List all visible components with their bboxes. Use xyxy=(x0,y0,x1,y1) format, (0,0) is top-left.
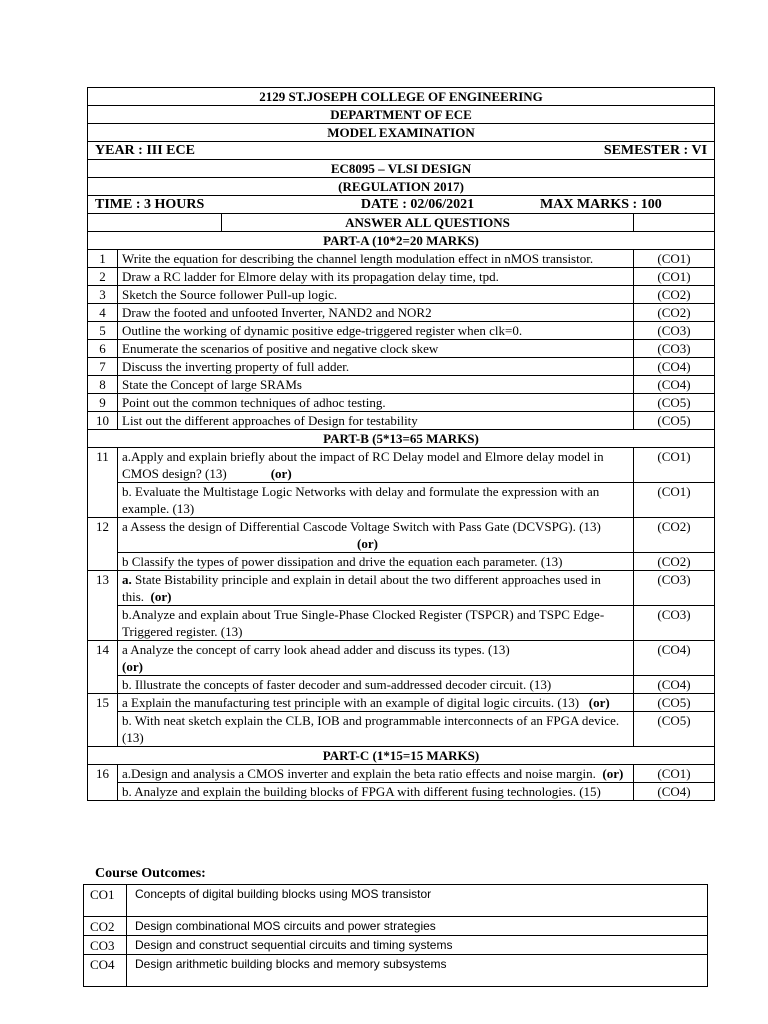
or-label: (or) xyxy=(357,536,378,551)
or-label: (or) xyxy=(270,466,292,481)
table-row xyxy=(88,412,715,430)
table-row xyxy=(88,571,715,606)
question-number: 8 xyxy=(88,376,118,394)
header-row-time xyxy=(88,196,715,214)
table-row xyxy=(88,358,715,376)
question-text: b. Evaluate the Multistage Logic Networks with delay and formulate the expression with an example. (13) xyxy=(118,483,634,518)
course-outcome: (CO1) xyxy=(634,268,715,286)
course-title: EC8095 – VLSI DESIGN xyxy=(88,160,715,178)
question-text: Enumerate the scenarios of positive and negative clock skew xyxy=(118,340,634,358)
question-text: a. State Bistability principle and explain in detail about the two different approaches used in this. (or) xyxy=(118,571,634,606)
table-row xyxy=(84,936,708,955)
outcome-description: Design arithmetic building blocks and memory subsystems xyxy=(127,955,708,987)
question-number: 12 xyxy=(88,518,118,571)
or-label: (or) xyxy=(122,659,143,674)
table-row xyxy=(88,765,715,783)
course-outcome: (CO5) xyxy=(634,394,715,412)
question-number: 13 xyxy=(88,571,118,641)
question-paper-table xyxy=(87,87,715,801)
part-a-title: PART-A (10*2=20 MARKS) xyxy=(88,232,715,250)
header-row-course xyxy=(88,160,715,178)
question-number: 14 xyxy=(88,641,118,694)
table-row xyxy=(88,250,715,268)
question-number: 6 xyxy=(88,340,118,358)
header-row-instruction xyxy=(88,214,715,232)
outcome-description: Design combinational MOS circuits and power strategies xyxy=(127,917,708,936)
part-b-title-row xyxy=(88,430,715,448)
year-label: YEAR : III ECE xyxy=(95,143,195,158)
course-outcome: (CO4) xyxy=(634,641,715,676)
question-text: a.Apply and explain briefly about the impact of RC Delay model and Elmore delay model in CMOS design? (13) (or) xyxy=(118,448,634,483)
course-outcome: (CO5) xyxy=(634,412,715,430)
table-row xyxy=(88,286,715,304)
question-text: Draw the footed and unfooted Inverter, NAND2 and NOR2 xyxy=(118,304,634,322)
outcome-code: CO3 xyxy=(84,936,127,955)
header-row-year xyxy=(88,142,715,160)
course-outcome: (CO1) xyxy=(634,448,715,483)
part-c-title-row xyxy=(88,747,715,765)
table-row xyxy=(88,268,715,286)
question-number: 11 xyxy=(88,448,118,518)
outcome-description: Design and construct sequential circuits and timing systems xyxy=(127,936,708,955)
question-text: a Analyze the concept of carry look ahead adder and discuss its types. (13) (or) xyxy=(118,641,634,676)
course-outcome: (CO2) xyxy=(634,553,715,571)
course-outcome: (CO2) xyxy=(634,518,715,553)
course-outcome: (CO1) xyxy=(634,483,715,518)
course-outcome: (CO3) xyxy=(634,571,715,606)
time-label: TIME : 3 HOURS xyxy=(95,197,205,212)
table-row xyxy=(88,448,715,483)
question-number: 9 xyxy=(88,394,118,412)
header-row-department xyxy=(88,106,715,124)
table-row xyxy=(88,304,715,322)
course-outcome: (CO3) xyxy=(634,340,715,358)
course-outcome: (CO4) xyxy=(634,676,715,694)
question-text: Sketch the Source follower Pull-up logic. xyxy=(118,286,634,304)
part-a-title-row xyxy=(88,232,715,250)
question-text: a Explain the manufacturing test principle with an example of digital logic circuits. (13) (or) xyxy=(118,694,634,712)
course-outcome: (CO3) xyxy=(634,606,715,641)
table-row xyxy=(88,783,715,801)
question-text: b. Analyze and explain the building blocks of FPGA with different fusing technologies. (15) xyxy=(118,783,634,801)
course-outcomes-table xyxy=(83,884,708,987)
outcome-code: CO4 xyxy=(84,955,127,987)
course-outcome: (CO4) xyxy=(634,376,715,394)
table-row xyxy=(88,606,715,641)
question-text: Draw a RC ladder for Elmore delay with its propagation delay time, tpd. xyxy=(118,268,634,286)
question-number: 4 xyxy=(88,304,118,322)
max-marks-label: MAX MARKS : 100 xyxy=(540,197,662,212)
table-row xyxy=(88,712,715,747)
outcome-code: CO2 xyxy=(84,917,127,936)
header-row-regulation xyxy=(88,178,715,196)
table-row xyxy=(84,955,708,987)
semester-label: SEMESTER : VI xyxy=(603,143,708,158)
outcome-code: CO1 xyxy=(84,885,127,917)
question-text: List out the different approaches of Design for testability xyxy=(118,412,634,430)
question-text: b.Analyze and explain about True Single-Phase Clocked Register (TSPCR) and TSPC Edge-Triggered register. (13) xyxy=(118,606,634,641)
or-label: (or) xyxy=(588,695,610,710)
course-outcome: (CO4) xyxy=(634,358,715,376)
course-outcome: (CO3) xyxy=(634,322,715,340)
table-row xyxy=(88,518,715,553)
question-number: 5 xyxy=(88,322,118,340)
regulation-label: (REGULATION 2017) xyxy=(88,178,715,196)
table-row xyxy=(88,394,715,412)
part-c-title: PART-C (1*15=15 MARKS) xyxy=(88,747,715,765)
table-row xyxy=(88,694,715,712)
table-row xyxy=(88,553,715,571)
question-number: 7 xyxy=(88,358,118,376)
instruction-label: ANSWER ALL QUESTIONS xyxy=(222,214,634,232)
question-text: b Classify the types of power dissipation and drive the equation each parameter. (13) xyxy=(118,553,634,571)
question-text: Outline the working of dynamic positive edge-triggered register when clk=0. xyxy=(118,322,634,340)
or-label: (or) xyxy=(602,766,624,781)
outcome-description: Concepts of digital building blocks using MOS transistor xyxy=(127,885,708,917)
part-b-title: PART-B (5*13=65 MARKS) xyxy=(88,430,715,448)
department-name: DEPARTMENT OF ECE xyxy=(88,106,715,124)
question-text: a Assess the design of Differential Cascode Voltage Switch with Pass Gate (DCVSPG). (13)(or) xyxy=(118,518,634,553)
question-number: 3 xyxy=(88,286,118,304)
or-label: (or) xyxy=(150,589,172,604)
table-row xyxy=(88,376,715,394)
table-row xyxy=(88,483,715,518)
question-text: Write the equation for describing the channel length modulation effect in nMOS transistor. xyxy=(118,250,634,268)
course-outcome: (CO2) xyxy=(634,304,715,322)
course-outcome: (CO1) xyxy=(634,250,715,268)
table-row xyxy=(88,641,715,676)
header-row-exam xyxy=(88,124,715,142)
question-text: b. Illustrate the concepts of faster decoder and sum-addressed decoder circuit. (13) xyxy=(118,676,634,694)
header-row-college xyxy=(88,88,715,106)
question-number: 15 xyxy=(88,694,118,747)
course-outcome: (CO2) xyxy=(634,286,715,304)
question-text: Point out the common techniques of adhoc testing. xyxy=(118,394,634,412)
course-outcome: (CO4) xyxy=(634,783,715,801)
course-outcome: (CO5) xyxy=(634,694,715,712)
question-text: a.Design and analysis a CMOS inverter and explain the beta ratio effects and noise margin. (or) xyxy=(118,765,634,783)
table-row xyxy=(84,917,708,936)
question-number: 10 xyxy=(88,412,118,430)
question-number: 2 xyxy=(88,268,118,286)
table-row xyxy=(88,322,715,340)
question-text: b. With neat sketch explain the CLB, IOB and programmable interconnects of an FPGA device. (13) xyxy=(118,712,634,747)
date-label: DATE : 02/06/2021 xyxy=(360,197,475,212)
course-outcomes-title: Course Outcomes: xyxy=(95,866,206,881)
table-row xyxy=(88,340,715,358)
question-number: 1 xyxy=(88,250,118,268)
question-text: State the Concept of large SRAMs xyxy=(118,376,634,394)
table-row xyxy=(84,885,708,917)
table-row xyxy=(88,676,715,694)
question-text: Discuss the inverting property of full adder. xyxy=(118,358,634,376)
course-outcome: (CO5) xyxy=(634,712,715,747)
question-number: 16 xyxy=(88,765,118,801)
exam-title: MODEL EXAMINATION xyxy=(88,124,715,142)
course-outcome: (CO1) xyxy=(634,765,715,783)
college-name: 2129 ST.JOSEPH COLLEGE OF ENGINEERING xyxy=(88,88,715,106)
